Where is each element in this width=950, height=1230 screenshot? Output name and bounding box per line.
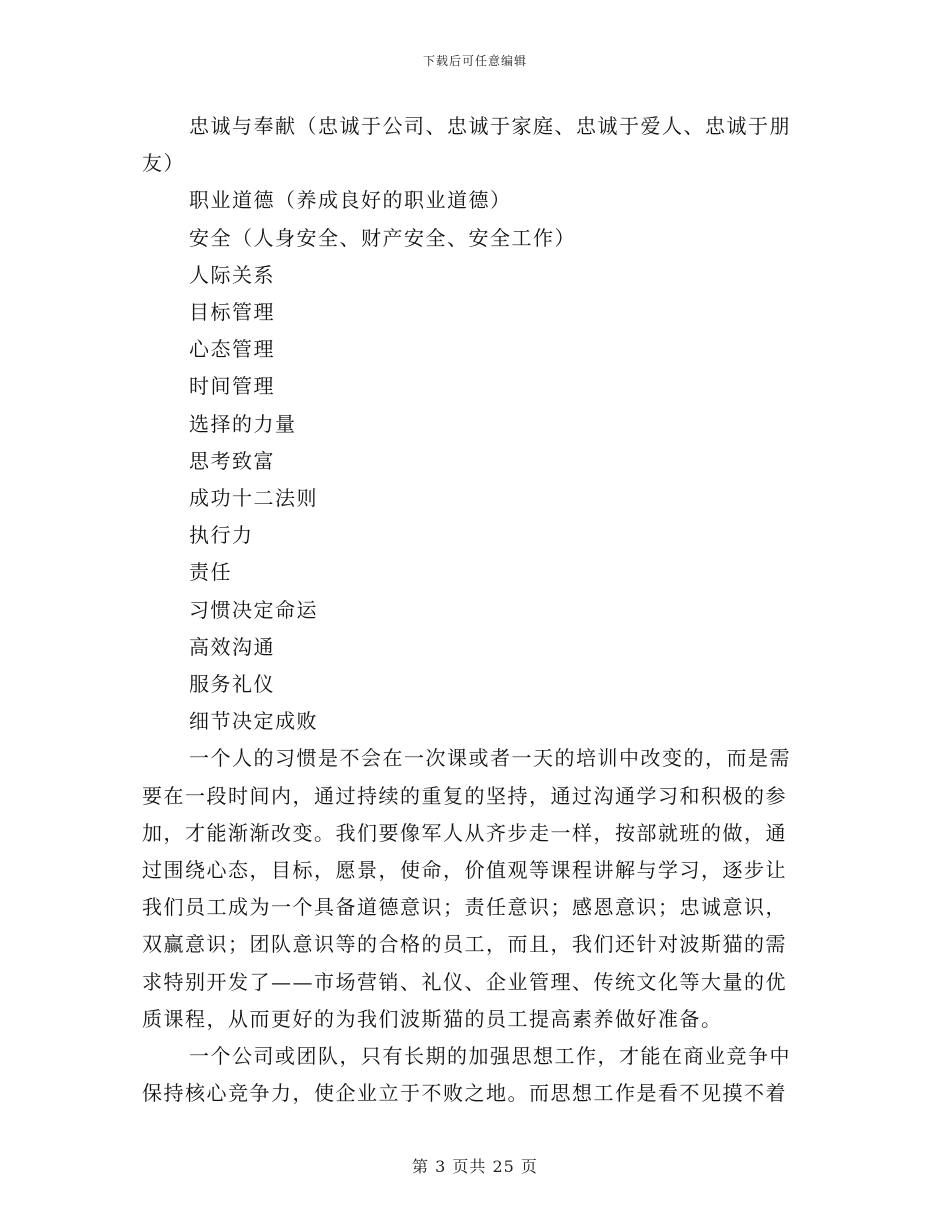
list-item: 服务礼仪 — [189, 672, 275, 697]
list-item: 责任 — [189, 560, 232, 585]
list-item-loyalty-line2: 友） — [142, 151, 185, 176]
list-item: 执行力 — [189, 523, 254, 548]
list-item: 高效沟通 — [189, 634, 275, 659]
paragraph-line: 双赢意识；团队意识等的合格的员工，而且，我们还针对波斯猫的需 — [142, 932, 787, 957]
paragraph-line: 加，才能渐渐改变。我们要像军人从齐步走一样，按部就班的做，通 — [142, 820, 787, 845]
list-item: 人际关系 — [189, 262, 275, 287]
list-item: 细节决定成败 — [189, 709, 318, 734]
list-item-loyalty-line1: 忠诚与奉献（忠诚于公司、忠诚于家庭、忠诚于爱人、忠诚于朋 — [189, 114, 791, 138]
paragraph-line: 过围绕心态，目标，愿景，使命，价值观等课程讲解与学习，逐步让 — [142, 858, 787, 883]
list-item: 时间管理 — [189, 374, 275, 399]
paragraph-line: 要在一段时间内，通过持续的重复的坚持，通过沟通学习和积极的参 — [142, 783, 787, 808]
list-item: 目标管理 — [189, 300, 275, 325]
paragraph-line: 保持核心竞争力，使企业立于不败之地。而思想工作是看不见摸不着 — [142, 1081, 787, 1106]
list-item: 心态管理 — [189, 337, 275, 362]
paragraph-team — [142, 1038, 802, 1112]
list-item: 成功十二法则 — [189, 486, 318, 511]
document-body — [142, 108, 802, 1112]
list-item: 安全（人身安全、财产安全、安全工作） — [189, 225, 576, 250]
paragraph-line: 一个公司或团队，只有长期的加强思想工作，才能在商业竞争中 — [189, 1044, 791, 1069]
page-header: 下载后可任意编辑 — [422, 54, 527, 68]
paragraph-line: 一个人的习惯是不会在一次课或者一天的培训中改变的，而是需 — [189, 746, 791, 771]
paragraph-line: 求特别开发了——市场营销、礼仪、企业管理、传统文化等大量的优 — [142, 969, 787, 994]
list-item: 职业道德（养成良好的职业道德） — [189, 188, 512, 213]
page-number: 第 3 页共 25 页 — [412, 1157, 538, 1176]
list-item: 思考致富 — [189, 448, 275, 473]
list-item: 选择的力量 — [189, 411, 297, 436]
paragraph-line: 质课程，从而更好的为我们波斯猫的员工提高素养做好准备。 — [142, 1006, 723, 1031]
paragraph-line: 我们员工成为一个具备道德意识；责任意识；感恩意识；忠诚意识， — [142, 895, 787, 920]
paragraph-habits — [142, 740, 802, 1038]
list-item: 习惯决定命运 — [189, 597, 318, 622]
